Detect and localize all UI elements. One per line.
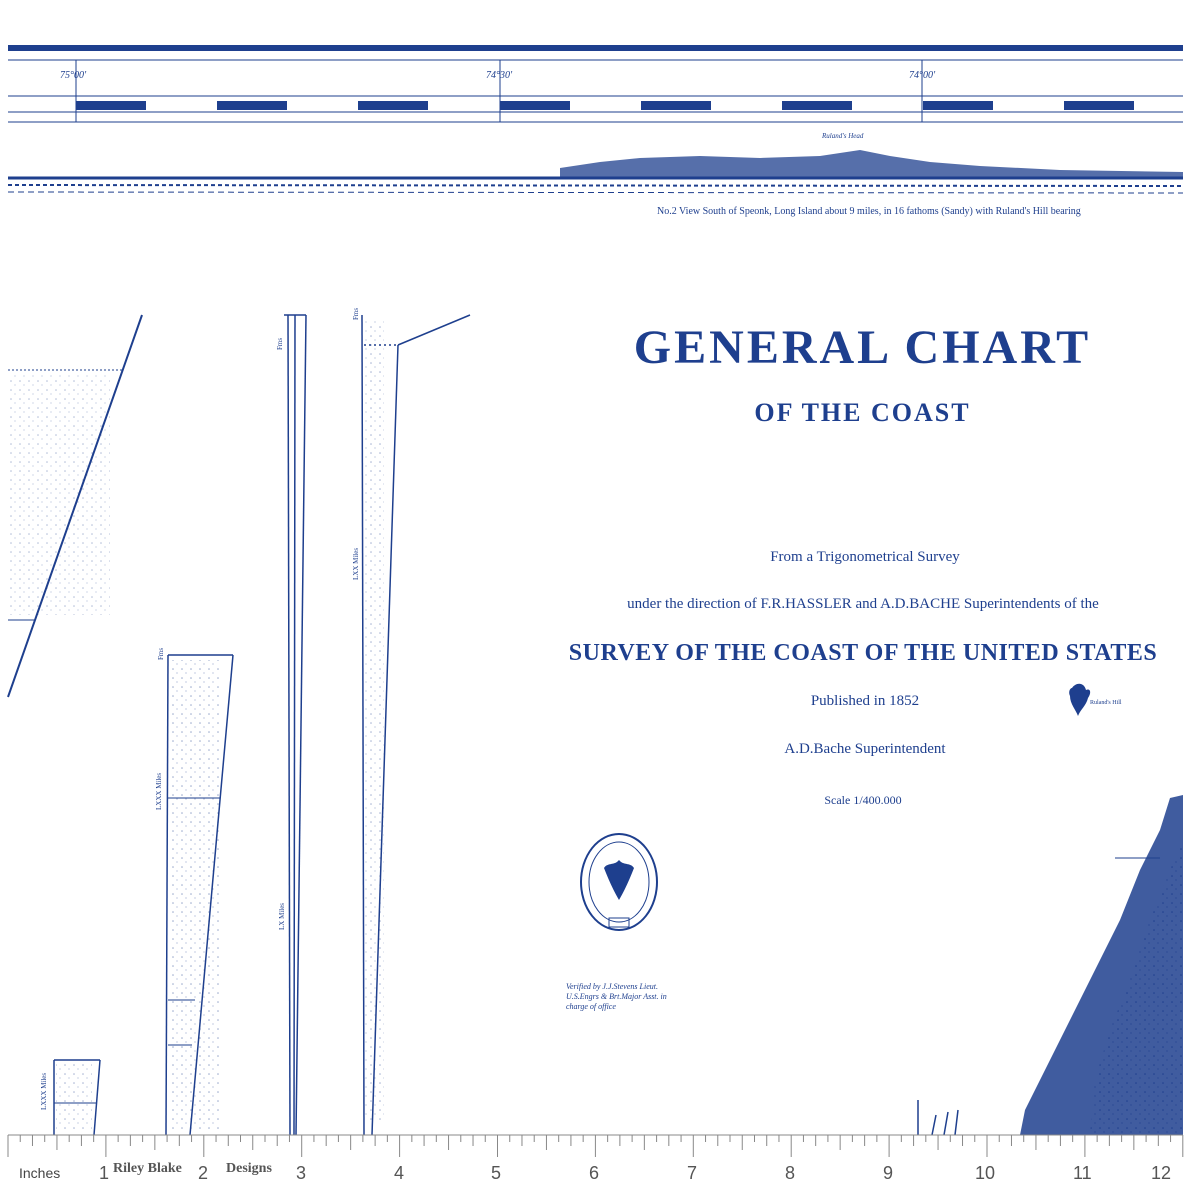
coastline-terrain [918, 795, 1183, 1135]
ruler-brand-2: Designs [226, 1161, 272, 1176]
strip2-fms-label: Fms [352, 307, 360, 320]
ruler-brand-1: Riley Blake [113, 1161, 182, 1176]
chart-title: GENERAL CHART [633, 321, 1092, 374]
ruler-number: 2 [198, 1163, 209, 1183]
longitude-label-1: 75°00' [60, 70, 87, 81]
view-caption: No.2 View South of Speonk, Long Island about 9 miles, in 16 fathoms (Sandy) with Ruland's Hill bearing [657, 206, 1081, 217]
strip4-miles-label: LXXX Miles [40, 1072, 48, 1110]
scale-bar [76, 101, 1134, 110]
medal-note: Ruland's Hill [1090, 700, 1122, 706]
strip1-fms-label: Fms [276, 337, 284, 350]
ruler-number: 12 [1151, 1163, 1172, 1183]
chart-subtitle: OF THE COAST [754, 398, 971, 427]
coast-survey-seal [581, 834, 657, 930]
direction-line: under the direction of F.R.HASSLER and A.D.BACHE Superintendents of the [627, 596, 1099, 612]
ruler-number: 3 [296, 1163, 307, 1183]
superintendent-line: A.D.Bache Superintendent [784, 741, 946, 757]
ruler-number: 8 [785, 1163, 796, 1183]
scale-line: Scale 1/400.000 [824, 793, 902, 807]
ruler-number: 4 [394, 1163, 405, 1183]
verification-signature: Verified by J.J.Stevens Lieut. U.S.Engrs & Brt.Major Asst. in charge of office [566, 982, 667, 1011]
longitude-label-3: 74°00' [909, 70, 936, 81]
ruler-number: 5 [491, 1163, 502, 1183]
coastal-view-profile [8, 150, 1183, 195]
survey-name-line: SURVEY OF THE COAST OF THE UNITED STATES [568, 640, 1158, 666]
published-line: Published in 1852 [810, 693, 920, 709]
ruler-unit-label: Inches [19, 1165, 61, 1181]
ruler-number: 7 [687, 1163, 698, 1183]
top-border [8, 45, 1183, 122]
strip3-miles-label: LXXX Miles [155, 772, 163, 810]
ruler-number: 1 [99, 1163, 110, 1183]
ruler-number: 11 [1073, 1163, 1092, 1183]
strip3-fms-label: Fms [157, 647, 165, 660]
headland-label: Ruland's Head [822, 132, 864, 140]
strip1-miles-label: LX Miles [278, 902, 286, 930]
ruler-number: 6 [589, 1163, 600, 1183]
longitude-label-2: 74°30' [486, 70, 513, 81]
survey-line: From a Trigonometrical Survey [770, 549, 960, 565]
strip2-miles-label: LXX Miles [352, 547, 360, 580]
ruler-number: 9 [883, 1163, 894, 1183]
survey-strip-1 [284, 315, 306, 1135]
ruler-number: 10 [975, 1163, 996, 1183]
